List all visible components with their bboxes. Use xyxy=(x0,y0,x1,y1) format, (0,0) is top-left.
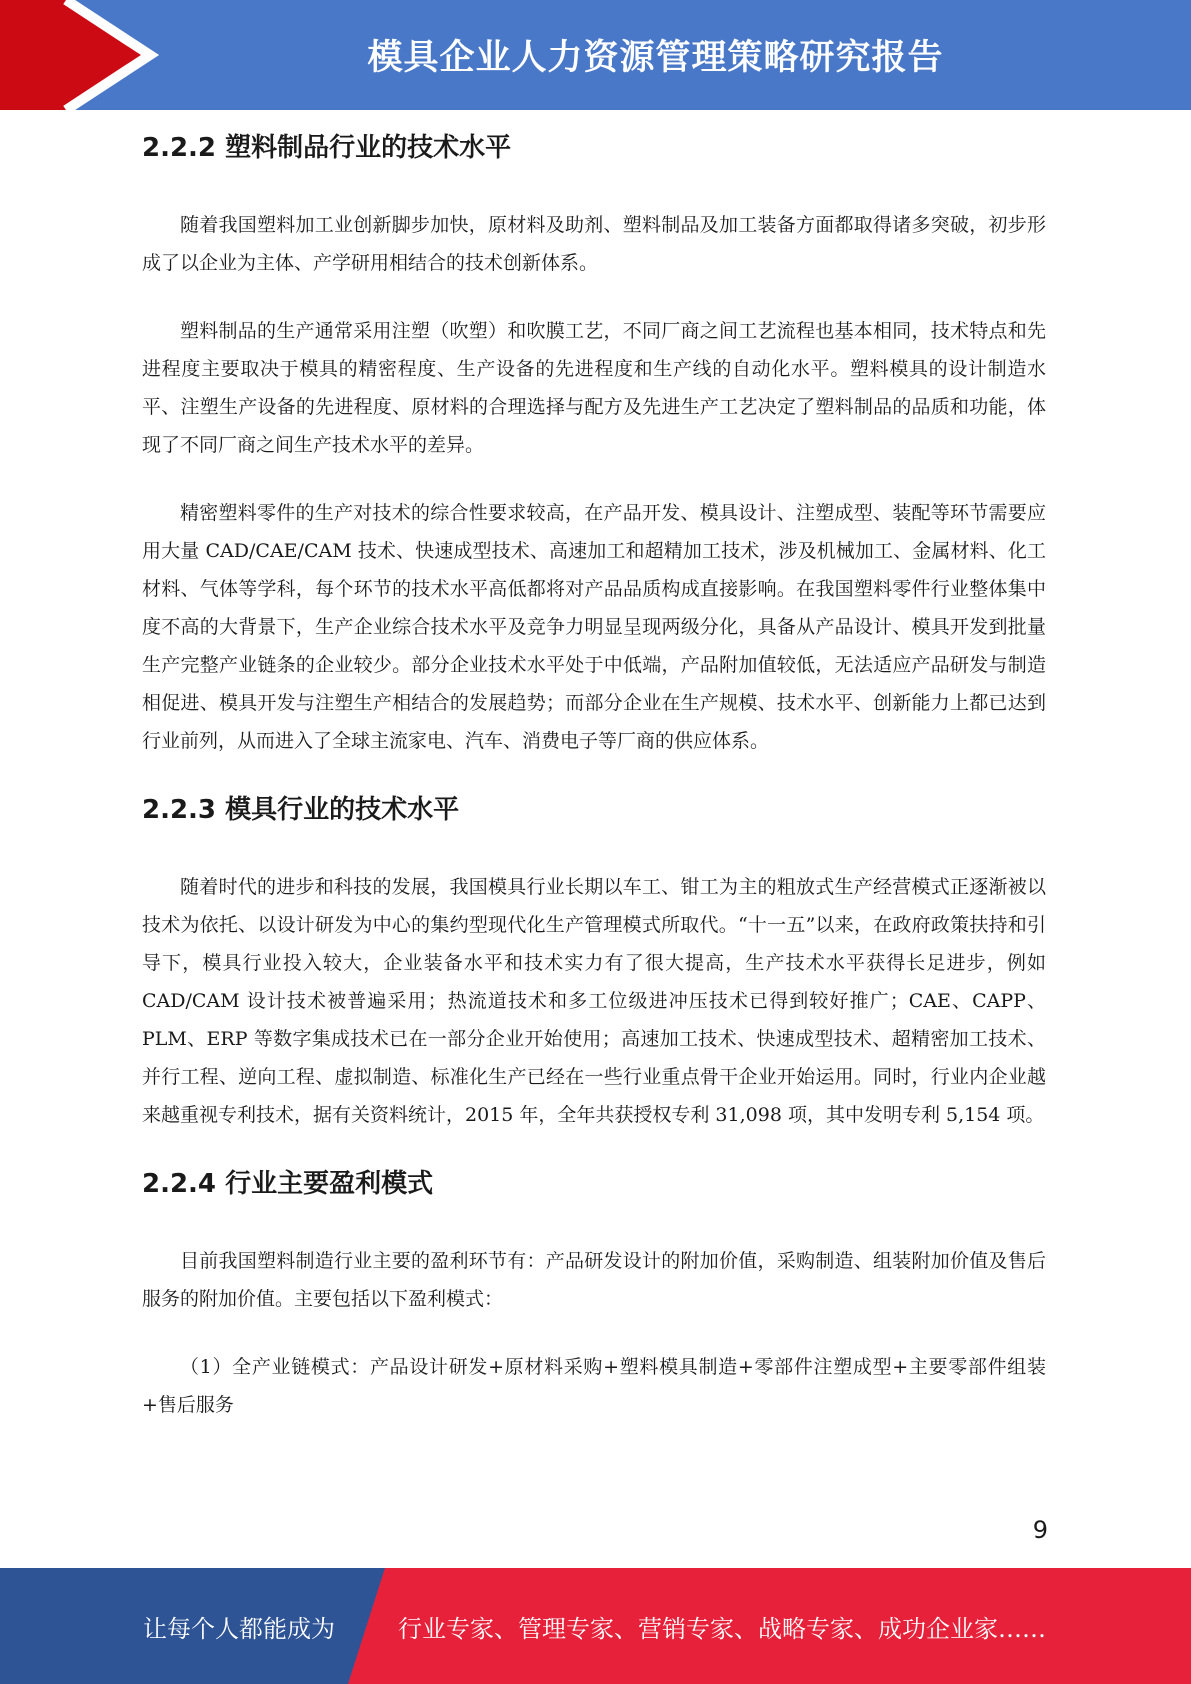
paragraph: 塑料制品的生产通常采用注塑（吹塑）和吹膜工艺，不同厂商之间工艺流程也基本相同，技术特点和先进程度主要取决于模具的精密程度、生产设备的先进程度和生产线的自动化水平。塑料模具的设计制造水平、注塑生产设备的先进程度、原材料的合理选择与配方及先进生产工艺决定了塑料制品的品质和功能，体现了不同厂商之间生产技术水平的差异。 xyxy=(142,320,1046,456)
report-header xyxy=(0,0,1191,110)
paragraph: 目前我国塑料制造行业主要的盈利环节有：产品研发设计的附加价值，采购制造、组装附加价值及售后服务的附加价值。主要包括以下盈利模式： xyxy=(142,1250,1046,1310)
paragraph: 精密塑料零件的生产对技术的综合性要求较高，在产品开发、模具设计、注塑成型、装配等环节需要应用大量 CAD/CAE/CAM 技术、快速成型技术、高速加工和超精加工技术，涉及机械加工、金属材料、化工材料、气体等学科，每个环节的技术水平高低都将对产品品质构成直接影响。在我国塑料零件行业整体集中度不高的大背景下，生产企业综合技术水平及竞争力明显呈现两级分化，具备从产品设计、模具开发到批量生产完整产业链条的企业较少。部分企业技术水平处于中低端，产品附加值较低，无法适应产品研发与制造相促进、模具开发与注塑生产相结合的发展趋势；而部分企业在生产规模、技术水平、创新能力上都已达到行业前列，从而进入了全球主流家电、汽车、消费电子等厂商的供应体系。 xyxy=(142,502,1046,752)
paragraph: （1）全产业链模式：产品设计研发+原材料采购+塑料模具制造+零部件注塑成型+主要零部件组装+售后服务 xyxy=(142,1356,1046,1416)
footer-slogan: 让每个人都能成为 xyxy=(143,1614,335,1643)
section-heading: 2.2.2 塑料制品行业的技术水平 xyxy=(142,133,512,163)
footer-roles: 行业专家、管理专家、营销专家、战略专家、成功企业家…… xyxy=(398,1614,1046,1643)
report-footer xyxy=(0,1568,1191,1684)
paragraph: 随着我国塑料加工业创新脚步加快，原材料及助剂、塑料制品及加工装备方面都取得诸多突破，初步形成了以企业为主体、产学研用相结合的技术创新体系。 xyxy=(142,214,1046,274)
paragraph: 随着时代的进步和科技的发展，我国模具行业长期以车工、钳工为主的粗放式生产经营模式正逐渐被以技术为依托、以设计研发为中心的集约型现代化生产管理模式所取代。“十一五”以来，在政府政策扶持和引导下，模具行业投入较大，企业装备水平和技术实力有了很大提高，生产技术水平获得长足进步，例如 CAD/CAM 设计技术被普遍采用；热流道技术和多工位级进冲压技术已得到较好推广；CAE、CAPP、PLM、ERP 等数字集成技术已在一部分企业开始使用；高速加工技术、快速成型技术、超精密加工技术、并行工程、逆向工程、虚拟制造、标准化生产已经在一些行业重点骨干企业开始运用。同时，行业内企业越来越重视专利技术，据有关资料统计，2015 年，全年共获授权专利 31,098 项，其中发明专利 5,154 项。 xyxy=(142,876,1046,1126)
report-title: 模具企业人力资源管理策略研究报告 xyxy=(367,38,944,78)
page-content xyxy=(142,118,1046,1424)
page-number: 9 xyxy=(1032,1516,1048,1544)
section-heading: 2.2.3 模具行业的技术水平 xyxy=(142,795,460,825)
section-heading: 2.2.4 行业主要盈利模式 xyxy=(142,1169,434,1199)
